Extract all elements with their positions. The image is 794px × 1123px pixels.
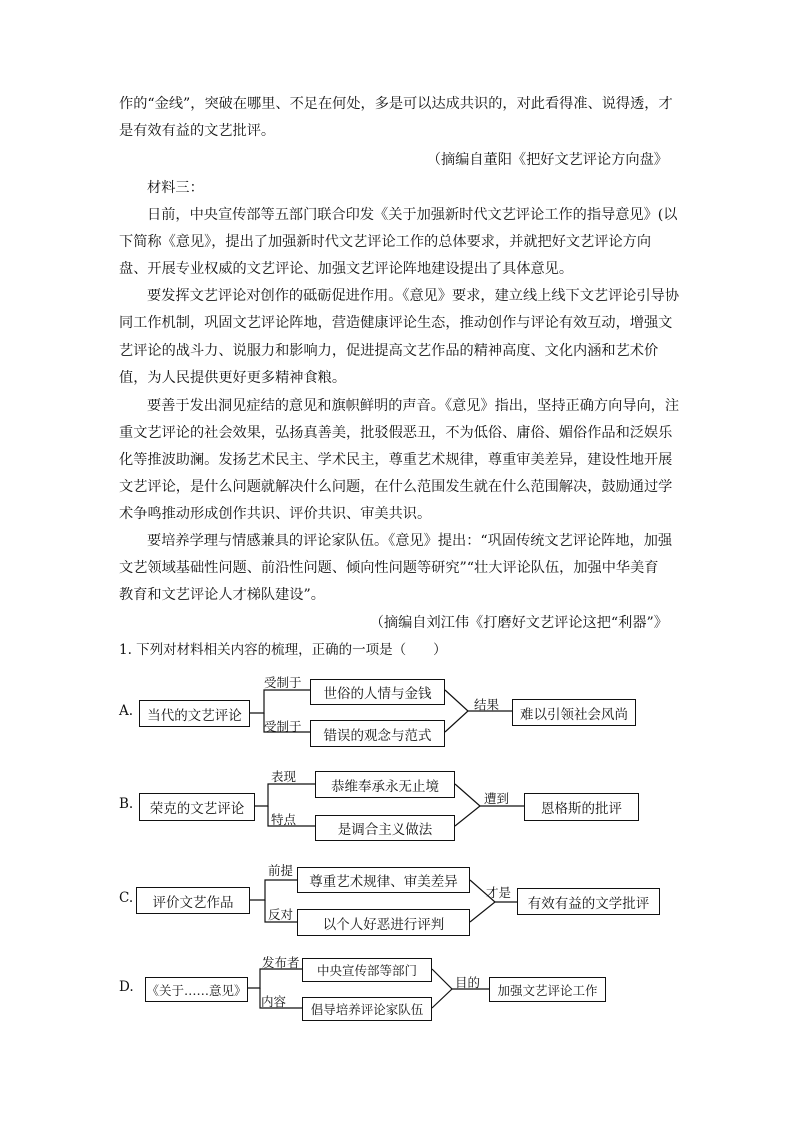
option-c-label-result: 才是 [486,885,512,900]
option-b-label-top: 表现 [271,769,297,784]
passage-line: 化等推波助澜。发扬艺术民主、学术民主，尊重艺术规律，尊重审美差异，建设性地开展 [119,452,673,468]
option-b-box-top: 恭维奉承永无止境 [315,771,455,798]
passage-line: 要发挥文艺评论对创作的砥砺促进作用。《意见》要求，建立线上线下文艺评论引导协 [147,288,680,304]
source-citation: （摘编自董阳《把好文艺评论方向盘》 [426,152,668,168]
option-a-label-top: 受制于 [264,675,302,690]
option-a-box-bottom: 错误的观念与范式 [310,720,445,747]
option-b-label-result: 遭到 [484,791,510,806]
option-a-letter[interactable]: A. [119,703,134,719]
passage-line: 术争鸣推动形成创作共识、评价共识、审美共识。 [119,506,432,522]
option-d-root-box: 《关于……意见》 [145,977,248,1002]
passage-line: 下简称《意见》，提出了加强新时代文艺评论工作的总体要求，并就把好文艺评论方向 [119,234,652,250]
option-b-letter[interactable]: B. [119,796,134,812]
option-b-label-bottom: 特点 [271,812,297,827]
passage-line: 要善于发出洞见症结的意见和旗帜鲜明的声音。《意见》指出，坚持正确方向导向，注 [147,398,680,414]
option-c-letter[interactable]: C. [119,890,134,906]
option-b-root-box: 荣克的文艺评论 [139,793,255,821]
passage-line: 重文艺评论的社会效果，弘扬真善美，批驳假恶丑，不为低俗、庸俗、媚俗作品和泛娱乐 [119,425,673,441]
passage-line: 盘、开展专业权威的文艺评论、加强文艺评论阵地建设提出了具体意见。 [119,261,574,277]
passage-line: 教育和文艺评论人才梯队建设”。 [119,587,325,603]
option-d-label-bottom: 内容 [261,994,287,1009]
option-d-label-result: 目的 [455,975,481,990]
option-a-label-result: 结果 [474,697,500,712]
passage-line: 文艺评论，是什么问题就解决什么问题，在什么范围发生就在什么范围解决，鼓励通过学 [119,479,673,495]
option-d-box-top: 中央宣传部等部门 [302,958,432,982]
option-c-label-top: 前提 [268,863,294,878]
passage-line: 日前，中央宣传部等五部门联合印发《关于加强新时代文艺评论工作的指导意见》(以 [147,207,678,223]
option-c-label-bottom: 反对 [268,907,294,922]
option-c-box-top: 尊重艺术规律、审美差异 [297,867,470,893]
option-d-label-top: 发布者 [262,955,300,970]
passage-line: 同工作机制，巩固文艺评论阵地，营造健康评论生态，推动创作与评论有效互动，增强文 [119,315,673,331]
option-a-box-top: 世俗的人情与金钱 [310,679,445,705]
option-c-result-box: 有效有益的文学批评 [517,888,660,915]
option-c-box-bottom: 以个人好恶进行评判 [297,909,470,936]
option-d-letter[interactable]: D. [119,979,134,995]
passage-line: 文艺领域基础性问题、前沿性问题、倾向性问题等研究”“壮大评论队伍，加强中华美育 [119,560,659,576]
option-b-result-box: 恩格斯的批评 [524,793,639,821]
option-a-root-box: 当代的文艺评论 [139,700,250,727]
option-a-label-bottom: 受制于 [264,719,302,734]
option-b-box-bottom: 是调合主义做法 [315,815,455,841]
option-d-result-box: 加强文艺评论工作 [489,977,606,1002]
passage-line: 值，为人民提供更好更多精神食粮。 [119,370,347,386]
option-c-root-box: 评价文艺作品 [136,887,250,914]
passage-line: 作的“金线”，突破在哪里、不足在何处，多是可以达成共识的，对此看得准、说得透，才 [119,96,673,112]
option-d-box-bottom: 倡导培养评论家队伍 [302,997,432,1021]
passage-line: 艺评论的战斗力、说服力和影响力，促进提高文艺作品的精神高度、文化内涵和艺术价 [119,343,659,359]
source-citation: （摘编自刘江伟《打磨好文艺评论这把“利器”》 [369,615,668,631]
passage-line: 要培养学理与情感兼具的评论家队伍。《意见》提出：“巩固传统文艺评论阵地，加强 [147,533,673,549]
material-heading: 材料三： [147,180,204,196]
passage-line: 是有效有益的文艺批评。 [119,123,276,139]
question-stem: 1. 下列对材料相关内容的梳理，正确的一项是（ ） [119,642,447,658]
option-a-result-box: 难以引领社会风尚 [512,699,636,726]
